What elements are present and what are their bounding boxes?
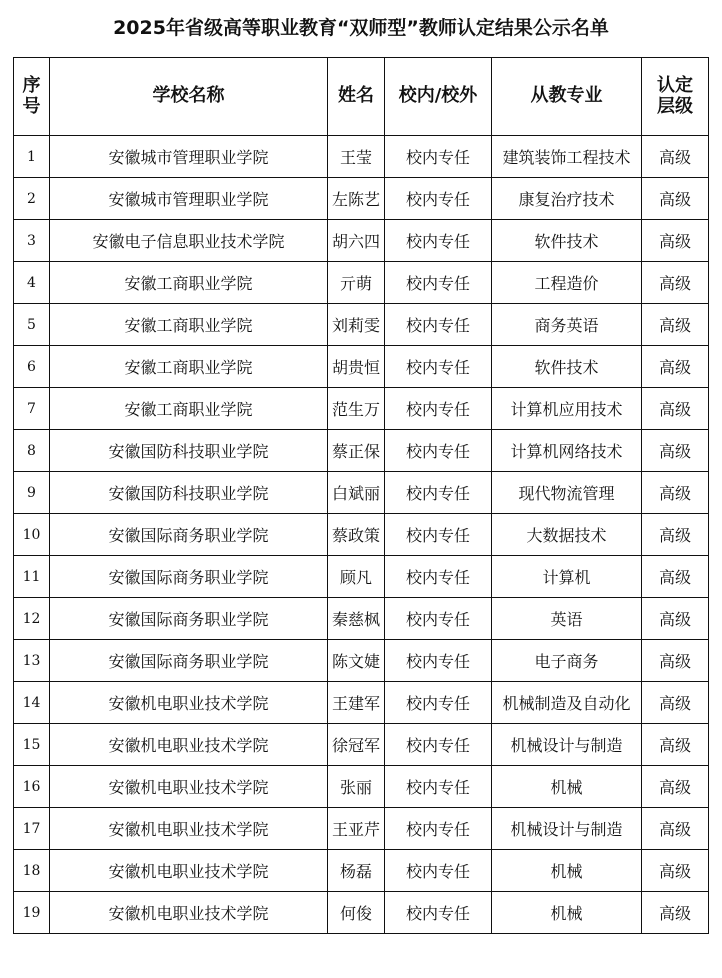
header-school: 学校名称: [50, 58, 328, 136]
cell-school: 安徽机电职业技术学院: [50, 766, 328, 808]
cell-seq: 3: [14, 220, 50, 262]
cell-major: 机械: [492, 892, 642, 934]
cell-major: 机械设计与制造: [492, 808, 642, 850]
cell-level: 高级: [642, 682, 709, 724]
cell-seq: 8: [14, 430, 50, 472]
cell-level: 高级: [642, 346, 709, 388]
cell-name: 徐冠军: [328, 724, 385, 766]
cell-seq: 9: [14, 472, 50, 514]
cell-major: 机械制造及自动化: [492, 682, 642, 724]
cell-school: 安徽机电职业技术学院: [50, 850, 328, 892]
cell-level: 高级: [642, 766, 709, 808]
cell-major: 软件技术: [492, 346, 642, 388]
cell-seq: 11: [14, 556, 50, 598]
cell-level: 高级: [642, 262, 709, 304]
cell-level: 高级: [642, 556, 709, 598]
cell-school: 安徽机电职业技术学院: [50, 724, 328, 766]
table-row: [14, 472, 709, 514]
cell-major: 建筑装饰工程技术: [492, 136, 642, 178]
cell-school: 安徽城市管理职业学院: [50, 136, 328, 178]
cell-level: 高级: [642, 514, 709, 556]
table-row: [14, 766, 709, 808]
cell-seq: 12: [14, 598, 50, 640]
cell-name: 刘莉雯: [328, 304, 385, 346]
cell-scope: 校内专任: [385, 220, 492, 262]
cell-scope: 校内专任: [385, 346, 492, 388]
table-row: [14, 724, 709, 766]
table-row: [14, 808, 709, 850]
table-row: [14, 850, 709, 892]
cell-level: 高级: [642, 808, 709, 850]
cell-scope: 校内专任: [385, 640, 492, 682]
cell-name: 左陈艺: [328, 178, 385, 220]
cell-level: 高级: [642, 220, 709, 262]
cell-level: 高级: [642, 850, 709, 892]
cell-seq: 14: [14, 682, 50, 724]
cell-name: 陈文婕: [328, 640, 385, 682]
cell-seq: 7: [14, 388, 50, 430]
cell-name: 顾凡: [328, 556, 385, 598]
cell-major: 计算机网络技术: [492, 430, 642, 472]
cell-major: 电子商务: [492, 640, 642, 682]
cell-school: 安徽工商职业学院: [50, 304, 328, 346]
table-row: [14, 220, 709, 262]
cell-name: 亓萌: [328, 262, 385, 304]
cell-seq: 6: [14, 346, 50, 388]
cell-major: 计算机应用技术: [492, 388, 642, 430]
cell-school: 安徽工商职业学院: [50, 388, 328, 430]
cell-major: 机械: [492, 766, 642, 808]
table-row: [14, 598, 709, 640]
cell-name: 白斌丽: [328, 472, 385, 514]
cell-level: 高级: [642, 136, 709, 178]
cell-school: 安徽国际商务职业学院: [50, 598, 328, 640]
header-scope: 校内/校外: [385, 58, 492, 136]
table-row: [14, 430, 709, 472]
cell-scope: 校内专任: [385, 682, 492, 724]
cell-scope: 校内专任: [385, 850, 492, 892]
cell-seq: 16: [14, 766, 50, 808]
cell-seq: 2: [14, 178, 50, 220]
cell-major: 大数据技术: [492, 514, 642, 556]
cell-major: 机械: [492, 850, 642, 892]
table-header: [14, 58, 709, 136]
cell-level: 高级: [642, 388, 709, 430]
cell-scope: 校内专任: [385, 472, 492, 514]
cell-name: 何俊: [328, 892, 385, 934]
document-title: 2025年省级高等职业教育“双师型”教师认定结果公示名单: [113, 17, 609, 39]
cell-seq: 18: [14, 850, 50, 892]
cell-seq: 19: [14, 892, 50, 934]
cell-school: 安徽电子信息职业技术学院: [50, 220, 328, 262]
cell-name: 范生万: [328, 388, 385, 430]
cell-name: 胡贵恒: [328, 346, 385, 388]
cell-seq: 1: [14, 136, 50, 178]
cell-school: 安徽国防科技职业学院: [50, 430, 328, 472]
table-row: [14, 262, 709, 304]
cell-scope: 校内专任: [385, 262, 492, 304]
cell-level: 高级: [642, 430, 709, 472]
cell-name: 蔡正保: [328, 430, 385, 472]
cell-name: 秦慈枫: [328, 598, 385, 640]
cell-major: 商务英语: [492, 304, 642, 346]
cell-school: 安徽机电职业技术学院: [50, 892, 328, 934]
cell-level: 高级: [642, 724, 709, 766]
cell-scope: 校内专任: [385, 430, 492, 472]
cell-scope: 校内专任: [385, 892, 492, 934]
table-row: [14, 388, 709, 430]
cell-name: 杨磊: [328, 850, 385, 892]
cell-major: 现代物流管理: [492, 472, 642, 514]
header-level-line2: 层级: [657, 95, 693, 117]
header-level-line1: 认定: [657, 74, 693, 96]
cell-scope: 校内专任: [385, 514, 492, 556]
cell-seq: 4: [14, 262, 50, 304]
cell-level: 高级: [642, 598, 709, 640]
cell-scope: 校内专任: [385, 178, 492, 220]
cell-major: 计算机: [492, 556, 642, 598]
table-body: [14, 136, 709, 934]
table-row: [14, 514, 709, 556]
cell-level: 高级: [642, 640, 709, 682]
header-major: 从教专业: [492, 58, 642, 136]
cell-major: 康复治疗技术: [492, 178, 642, 220]
cell-seq: 10: [14, 514, 50, 556]
cell-scope: 校内专任: [385, 388, 492, 430]
cell-name: 王建军: [328, 682, 385, 724]
cell-school: 安徽国际商务职业学院: [50, 556, 328, 598]
cell-major: 机械设计与制造: [492, 724, 642, 766]
cell-school: 安徽工商职业学院: [50, 346, 328, 388]
table-row: [14, 892, 709, 934]
cell-scope: 校内专任: [385, 598, 492, 640]
header-seq-line1: 序: [22, 74, 41, 96]
cell-name: 蔡政策: [328, 514, 385, 556]
cell-major: 软件技术: [492, 220, 642, 262]
cell-seq: 13: [14, 640, 50, 682]
table-row: [14, 346, 709, 388]
cell-school: 安徽机电职业技术学院: [50, 808, 328, 850]
table-row: [14, 304, 709, 346]
cell-school: 安徽机电职业技术学院: [50, 682, 328, 724]
cell-name: 胡六四: [328, 220, 385, 262]
cell-major: 英语: [492, 598, 642, 640]
cell-level: 高级: [642, 472, 709, 514]
cell-seq: 5: [14, 304, 50, 346]
cell-level: 高级: [642, 892, 709, 934]
cell-scope: 校内专任: [385, 304, 492, 346]
table-row: [14, 682, 709, 724]
cell-level: 高级: [642, 304, 709, 346]
cell-scope: 校内专任: [385, 136, 492, 178]
cell-scope: 校内专任: [385, 556, 492, 598]
cell-major: 工程造价: [492, 262, 642, 304]
header-level: [642, 58, 709, 136]
cell-name: 王亚芹: [328, 808, 385, 850]
cell-school: 安徽城市管理职业学院: [50, 178, 328, 220]
results-table: [13, 57, 709, 934]
cell-school: 安徽国防科技职业学院: [50, 472, 328, 514]
cell-seq: 15: [14, 724, 50, 766]
cell-name: 张丽: [328, 766, 385, 808]
cell-scope: 校内专任: [385, 808, 492, 850]
cell-school: 安徽工商职业学院: [50, 262, 328, 304]
header-seq-line2: 号: [22, 95, 41, 117]
header-seq: [14, 58, 50, 136]
header-row: [14, 58, 709, 136]
table-row: [14, 178, 709, 220]
table-row: [14, 556, 709, 598]
header-name: 姓名: [328, 58, 385, 136]
cell-school: 安徽国际商务职业学院: [50, 640, 328, 682]
cell-scope: 校内专任: [385, 724, 492, 766]
cell-name: 王莹: [328, 136, 385, 178]
table-row: [14, 136, 709, 178]
cell-seq: 17: [14, 808, 50, 850]
cell-level: 高级: [642, 178, 709, 220]
cell-scope: 校内专任: [385, 766, 492, 808]
table-row: [14, 640, 709, 682]
cell-school: 安徽国际商务职业学院: [50, 514, 328, 556]
